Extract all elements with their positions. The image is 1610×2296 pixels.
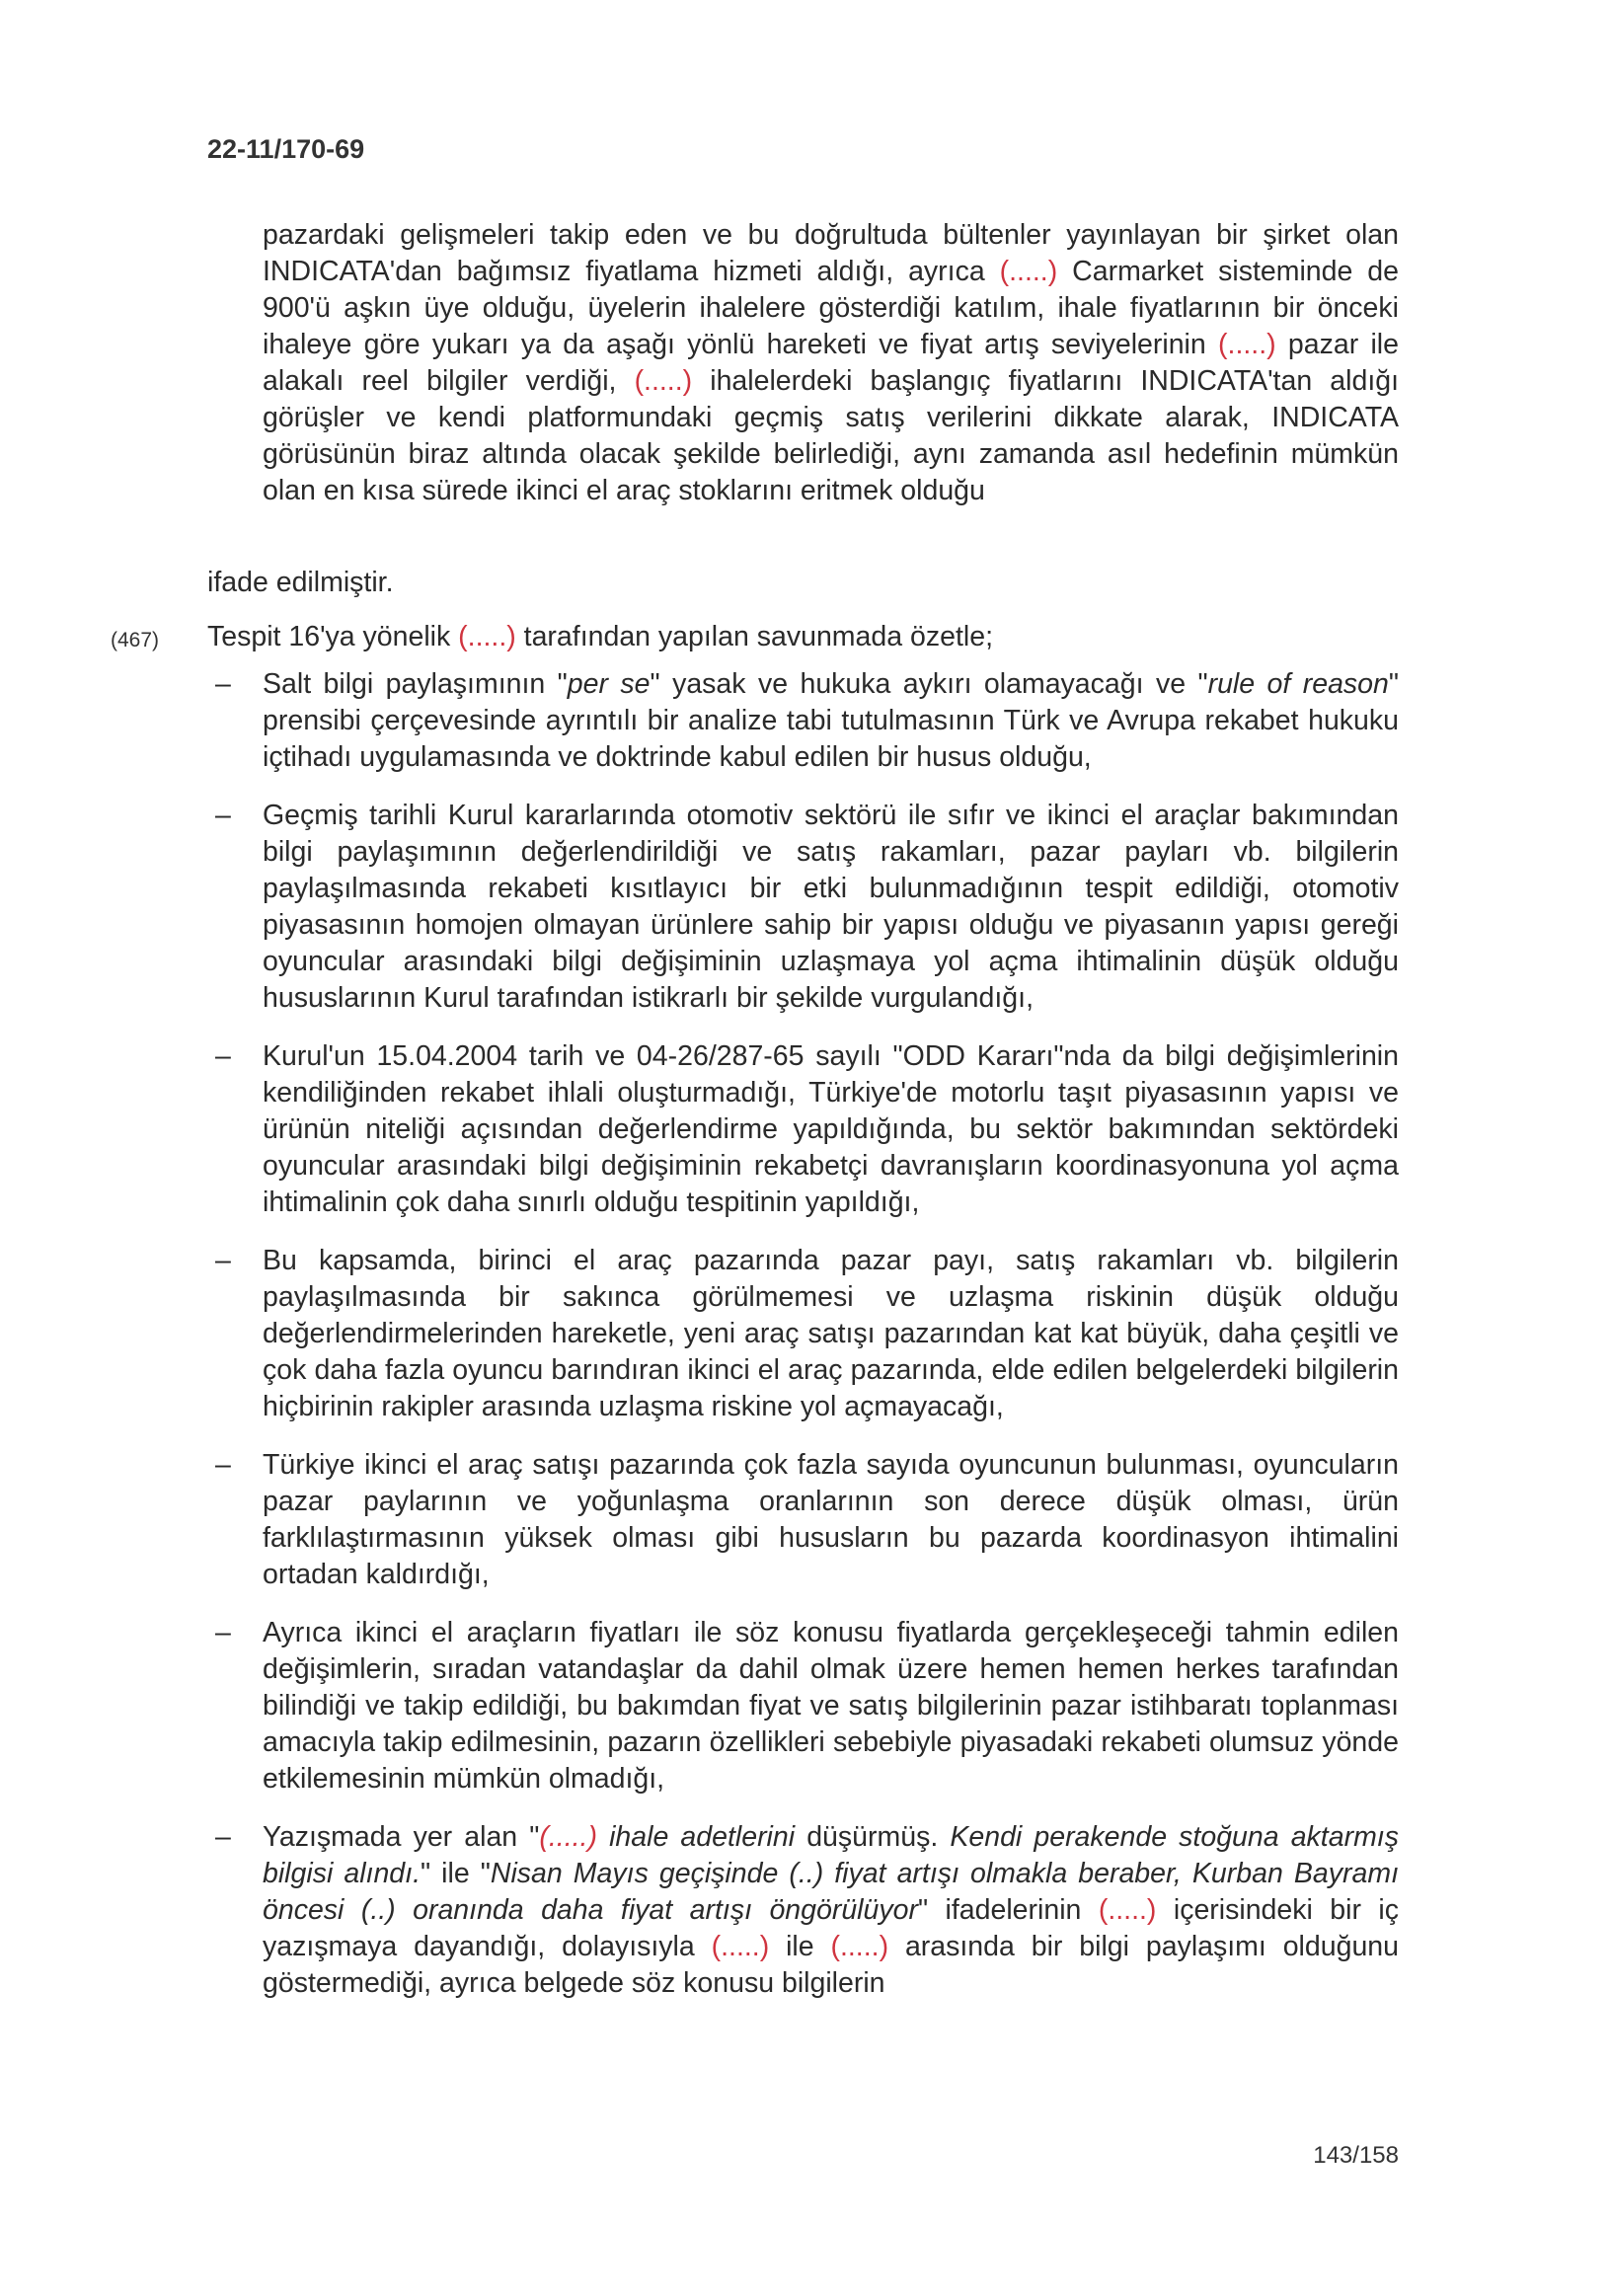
list-item [207,1615,1399,1798]
item-text: arasında bir bilgi paylaşımı olduğunu göstermediği, ayrıca belgede söz konusu bilgilerin [263,1931,1399,1999]
redaction-marker: (.....) [539,1821,597,1853]
dash-bullet-icon: – [215,1040,231,1072]
item-text: Geçmiş tarihli Kurul kararlarında otomotiv sektörü ile sıfır ve ikinci el araçlar bakımından bilgi paylaşımının değerlendirildiği ve satış rakamları, pazar payları vb. bilgilerin paylaşılmasında rekabeti kısıtlayıcı bir etki bulunmadığının tespit edildiği, otomotiv piyasasının homojen olmayan ürünlere sahip bir yapısı olduğu ve piyasanın yapısı gereği oyuncular arasındaki bilgi değişiminin uzlaşmaya yol açma ihtimalinin düşük olduğu hususlarının Kurul tarafından istikrarlı bir şekilde vurgulandığı, [263,800,1399,1014]
redaction-marker: (.....) [1218,329,1276,360]
lead-text: Tespit 16'ya yönelik [207,621,459,652]
defense-summary-list [207,666,1399,2024]
item-text: " yasak ve hukuka aykırı olamayacağı ve " [650,668,1208,700]
quoted-statement [263,217,1399,509]
list-item [207,1038,1399,1221]
paragraph-lead [207,619,1399,655]
dash-bullet-icon: – [215,1821,231,1853]
list-item [207,666,1399,776]
list-item [207,1447,1399,1593]
quote-text: pazardaki gelişmeleri takip eden ve bu doğrultuda bültenler yayınlayan bir şirket olan INDICATA'dan bağımsız fiyatlama hizmeti aldığı, ayrıca [263,219,1399,287]
redaction-marker: (.....) [1098,1894,1157,1926]
italic-quote: Kendi perakende stoğuna aktarmış bilgisi alındı. [263,1821,1399,1889]
dash-bullet-icon: – [215,1617,231,1648]
list-item [207,1819,1399,2002]
list-item [207,798,1399,1017]
italic-term: rule of reason [1207,668,1389,700]
item-text: ile [769,1931,831,1962]
list-item [207,1243,1399,1425]
item-text: " ifadelerinin [917,1894,1099,1926]
paragraph-number: (467) [111,629,160,651]
quote-text: Carmarket sisteminde de 900'ü aşkın üye olduğu, üyelerin ihalelere gösterdiği katılım, ihale fiyatlarının bir önceki ihaleye göre yukarı ya da aşağı yönlü hareketi ve fiyat artış seviyelerinin [263,256,1399,360]
item-text: " ile " [420,1858,491,1889]
redaction-marker: (.....) [634,365,693,397]
lead-text: tarafından yapılan savunmada özetle; [515,621,993,652]
item-text: Yazışmada yer alan " [263,1821,540,1853]
dash-bullet-icon: – [215,800,231,831]
closing-line: ifade edilmiştir. [207,567,394,598]
item-text: Bu kapsamda, birinci el araç pazarında pazar payı, satış rakamları vb. bilgilerin paylaşılmasında bir sakınca görülmemesi ve uzlaşma riskinin düşük olduğu değerlendirmelerinden hareketle, yeni araç satışı pazarından kat kat büyük, daha çeşitli ve çok daha fazla oyuncu barındıran ikinci el araç pazarında, elde edilen belgelerdeki bilgilerin hiçbirinin rakipler arasında uzlaşma riskine yol açmayacağı, [263,1245,1399,1422]
item-text: içerisindeki bir iç yazışmaya dayandığı, dolayısıyla [263,1894,1400,1962]
dash-bullet-icon: – [215,668,231,700]
item-text: Salt bilgi paylaşımının " [263,668,568,700]
dash-bullet-icon: – [215,1449,231,1481]
italic-term: per se [567,668,651,700]
quote-text: pazar ile alakalı reel bilgiler verdiği, [263,329,1399,397]
redaction-marker: (.....) [830,1931,889,1962]
document-number: 22-11/170-69 [207,134,365,164]
page-number: 143/158 [1313,2142,1399,2169]
item-text: Ayrıca ikinci el araçların fiyatları ile söz konusu fiyatlarda gerçekleşeceği tahmin edilen değişimlerin, sıradan vatandaşlar da dahil olmak üzere hemen hemen herkes tarafından bilindiği ve takip edildiği, bu bakımdan fiyat ve satış bilgilerinin pazar istihbaratı toplanması amacıyla takip edilmesinin, pazarın özellikleri sebebiyle piyasadaki rekabeti olumsuz yönde etkilemesinin mümkün olmadığı, [263,1617,1399,1795]
item-text: Türkiye ikinci el araç satışı pazarında çok fazla sayıda oyuncunun bulunması, oyuncuların pazar paylarının ve yoğunlaşma oranlarının son derece düşük olması, ürün farklılaştırmasının yüksek olması gibi hususların bu pazarda koordinasyon ihtimalini ortadan kaldırdığı, [263,1449,1399,1590]
redaction-marker: (.....) [711,1931,770,1962]
redaction-marker: (.....) [999,256,1058,287]
italic-quote: ihale adetlerini [596,1821,796,1853]
item-text: Kurul'un 15.04.2004 tarih ve 04-26/287-65 sayılı "ODD Kararı"nda da bilgi değişimlerinin kendiliğinden rekabet ihlali oluşturmadığı, Türkiye'de motorlu taşıt piyasasının yapısı ve ürünün niteliği açısından değerlendirme yapıldığında, bu sektör bakımından sektördeki oyuncular arasındaki bilgi değişiminin rekabetçi davranışların koordinasyonuna yol açma ihtimalinin çok daha sınırlı olduğu tespitinin yapıldığı, [263,1040,1399,1218]
quote-text: ihalelerdeki başlangıç fiyatlarını INDICATA'tan aldığı görüşler ve kendi platformundaki geçmiş satış verilerini dikkate alarak, INDICATA görüsünün biraz altında olacak şekilde belirlediği, aynı zamanda asıl hedefinin mümkün olan en kısa sürede ikinci el araç stoklarını eritmek olduğu [263,365,1400,506]
redaction-marker: (.....) [458,621,516,652]
italic-quote: Nisan Mayıs geçişinde (..) fiyat artışı olmakla beraber, Kurban Bayramı öncesi (..) oranında daha fiyat artışı öngörülüyor [263,1858,1399,1926]
dash-bullet-icon: – [215,1245,231,1276]
item-text: " prensibi çerçevesinde ayrıntılı bir analize tabi tutulmasının Türk ve Avrupa rekabet hukuku içtihadı uygulamasında ve doktrinde kabul edilen bir husus olduğu, [263,668,1400,773]
item-text: düşürmüş. [795,1821,951,1853]
